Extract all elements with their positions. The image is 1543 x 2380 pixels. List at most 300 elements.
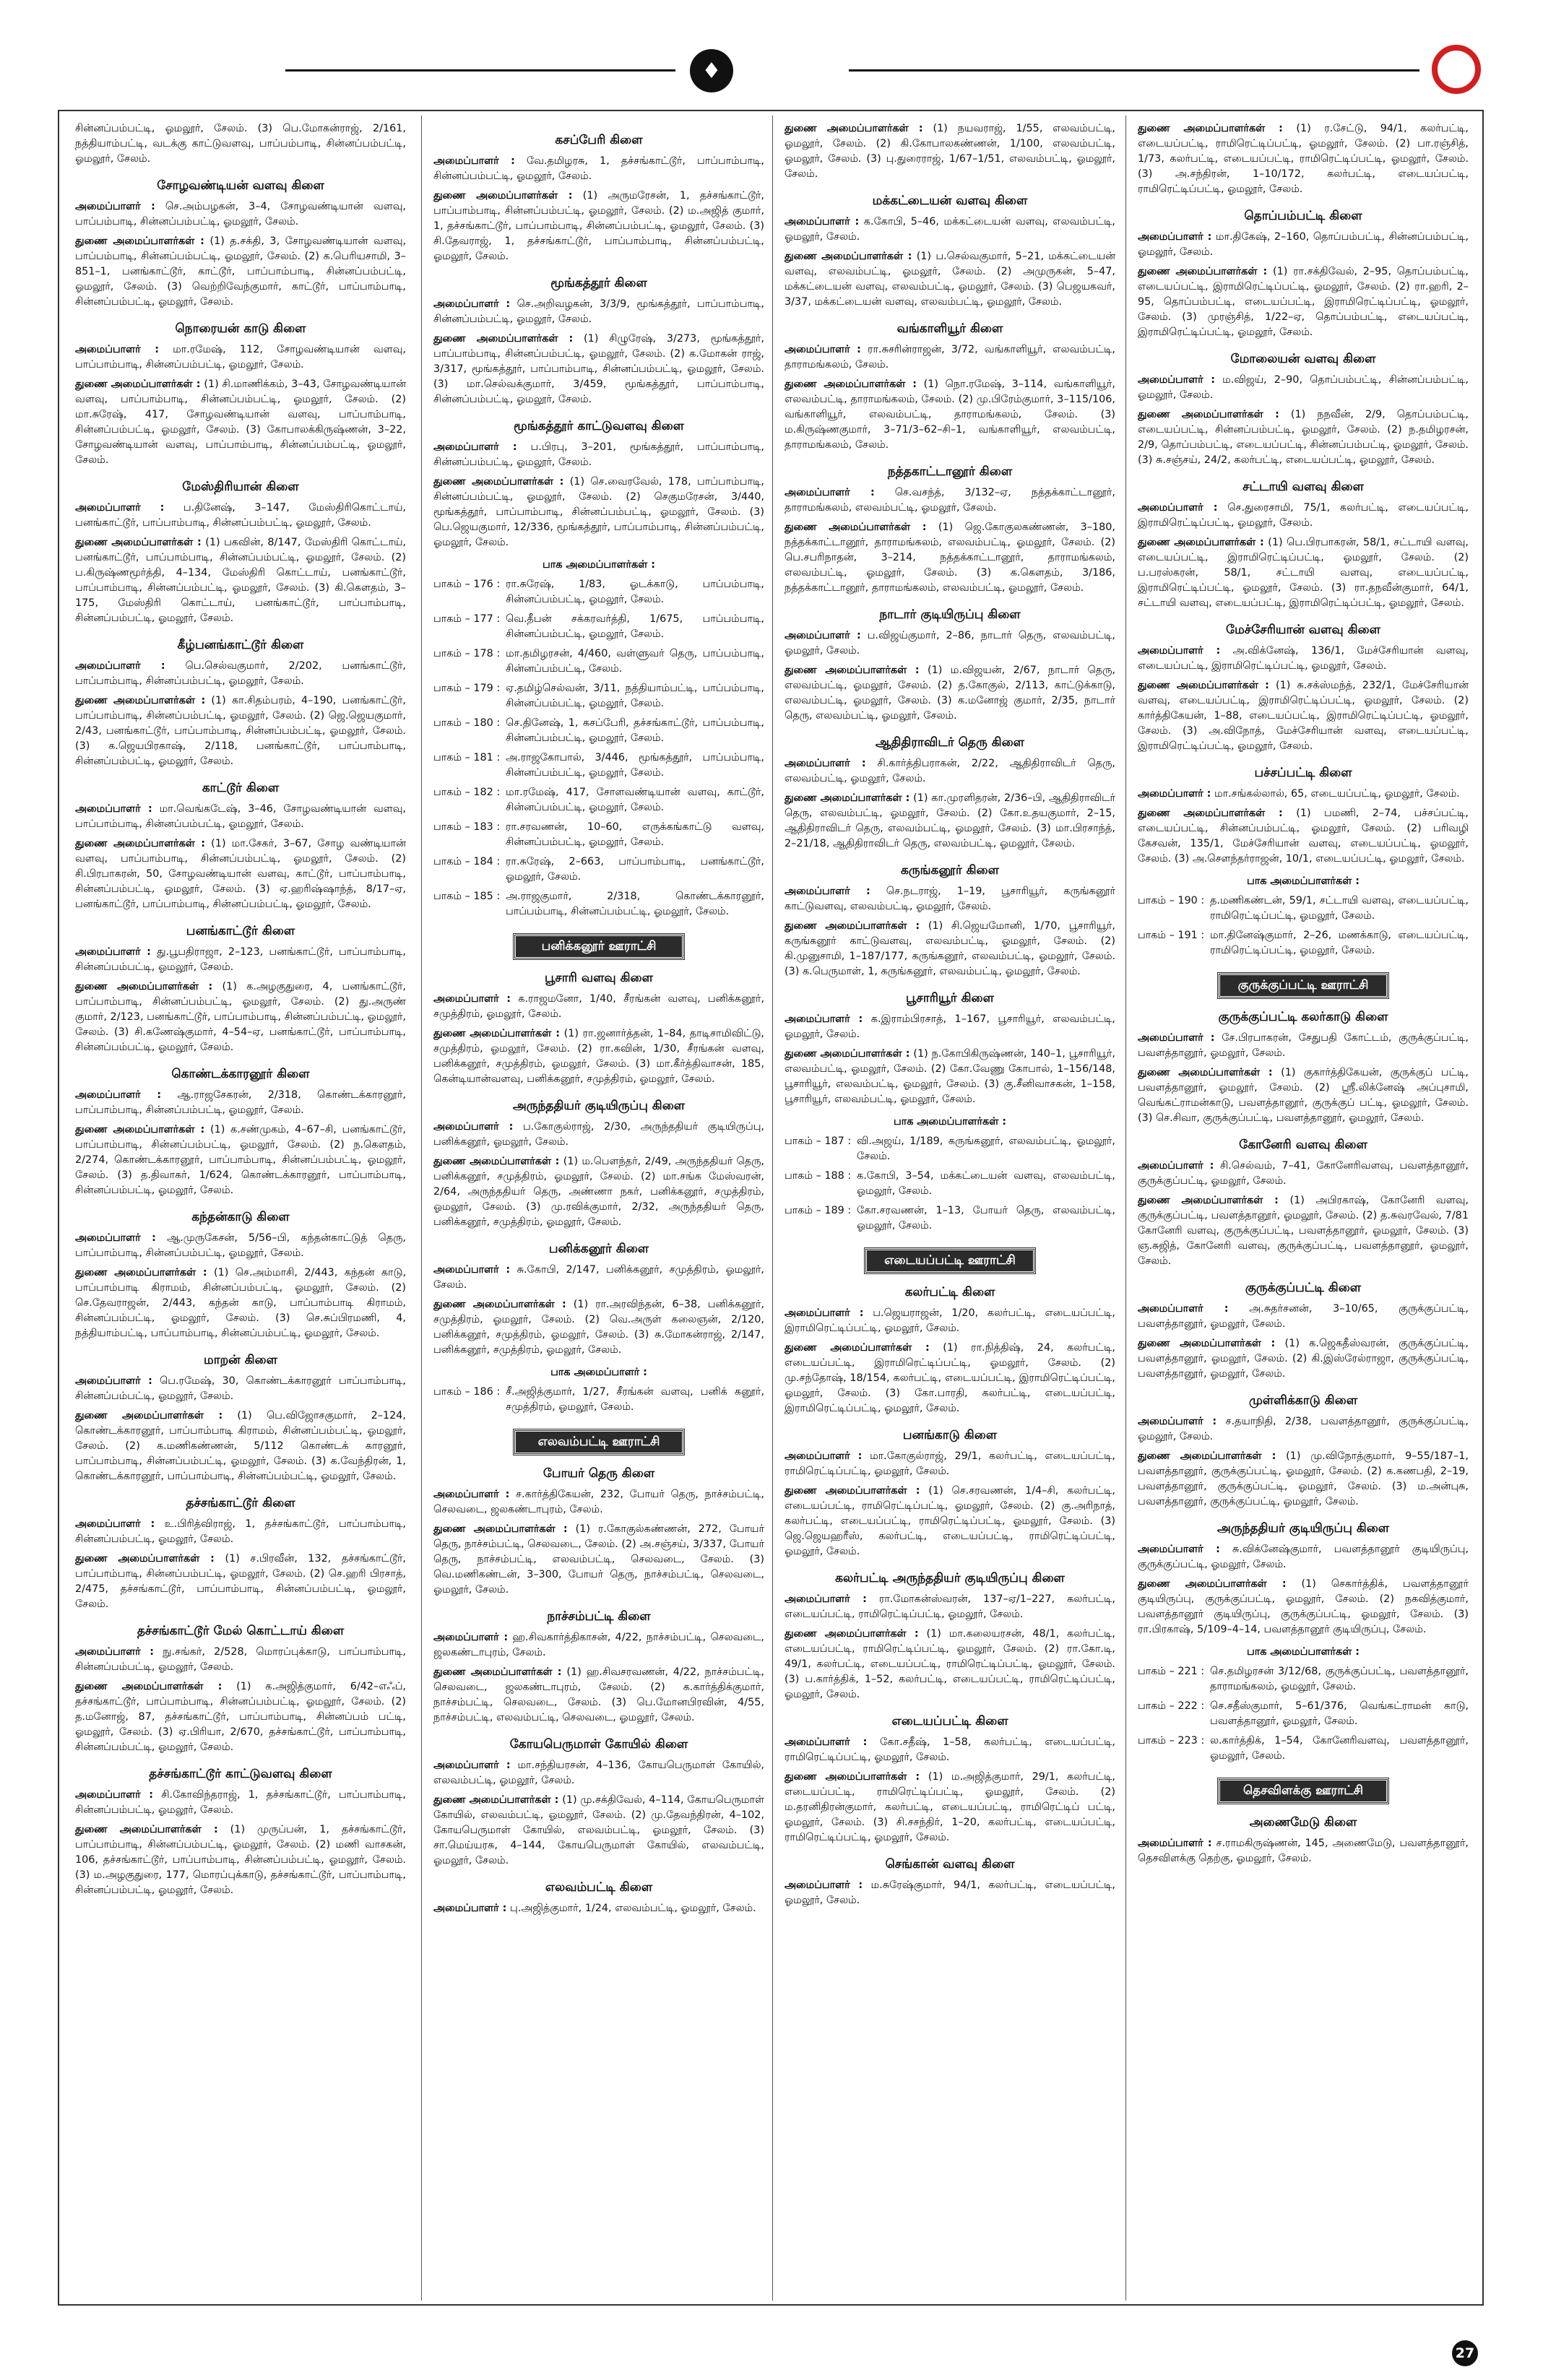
role-label: அமைப்பாளர் : [75,660,165,672]
branch-title: கீழ்பனங்காட்டூர் கிளை [177,638,304,652]
organizer-entry [1138,121,1469,197]
role-label: துணை அமைப்பாளர்கள் : [75,537,202,548]
booth-row [433,785,764,815]
organizer-text: (1) மு.சக்திவேல், 4–114, கோயபெருமாள் கோயில், எலவம்பட்டி, ஓமலூர், சேலம். (2) மு.தேவந்திரன், 4–102, கோயபெருமாள் கோயில், எலவம்பட்டி, ஓமலூர், சேலம். (3) சா.மெய்யரசு, 4–144, கோயபெருமாள் கோயில், எலவம்பட்டி, ஓமலூர், சேலம். [433,1794,764,1866]
organizer-entry [785,1592,1115,1622]
booth-number: பாகம் – 178 : [433,648,501,659]
organizer-entry [785,1484,1115,1559]
organizer-entry [1138,264,1469,340]
organizer-text: (1) பமணி, 2–74, பச்சப்பட்டி, எடையப்பட்டி, சின்னப்பம்பட்டி, ஓமலூர், சேலம். (2) பரிவழி கேசவன், 135/1, மேச்சேரியான் வளவு, எடையப்பட்டி, ஓமலூர், சேலம். (3) அ.சௌந்தர்ராஜன், 10/1, எடையப்பட்டி, ஓமலூர், சேலம். [1138,808,1469,865]
organizer-text: (1) பெ.விஜோசகுமார், 2–124, கொண்டக்காரனூர், பாப்பாம்பாடி கிராமம், சின்னப்பம்பட்டி, ஓமலூர், சேலம். (2) க.மணிகண்ணன், 5/112 கொண்டக் காரனூர், பாப்பாம்பாடி, சின்னப்பம்பட்டி, ஓமலூர், சேலம். (3) க.வேந்திரன், 1, கொண்டக்காரனூர், பாப்பாம்பாடி, சின்னப்பம்பட்டி, ஓமலூர், சேலம். [75,1410,406,1482]
role-label: துணை அமைப்பாளர்கள் : [785,920,920,932]
organizer-text: சி.கார்த்திபராகன், 2/22, ஆதிதிராவிடர் தெரு, எலவம்பட்டி, ஓமலூர், சேலம். [785,758,1115,784]
organizer-entry [1138,230,1469,260]
organizer-text: (1) குகார்த்திகேயன், குருக்குப் பட்டி, பவளத்தானூர், ஓமலூர், சேலம். (2) ஸ்ரீ.லிக்னேஷ் அப்புசாமி, வெங்கட்ராமன்காடு, பவளத்தானூர், குருக்குப் பட்டி, ஓமலூர், சேலம். (3) செ.சிவா, குருக்குப்பட்டி, பவளத்தானூர், ஓமலூர், சேலம். [1138,1067,1469,1124]
organizer-text: (1) த.சக்தி, 3, சோழவண்டியான் வளவு, பாப்பம்பாடி, சின்னப்பம்பட்டி, ஓமலூர், சேலம். (2) க.பெரியசாமி, 3–851–1, பனங்காட்டூர், காட்டூர், பாப்பாம்பாடி, சின்னப்பம்பட்டி, ஓமலூர், சேலம். (3) வெற்றிவேந்குமார், காட்டூர், பாப்பாம்பாடி, சின்னப்பம்பட்டி, ஓமலூர், சேலம். [75,235,406,308]
organizer-text: (1) ஹ.சிவசரவணன், 4/22, நாச்சம்பட்டி, செலவடை, ஜலகண்டாபுரம், சேலம். (2) க.கார்த்திக்குமார், நாச்சம்பட்டி, செலவடை, சேலம். (3) பெ.மோனபிரவின், 4/55, நாச்சம்பட்டி, எலவம்பட்டி, செலவடை, ஓமலூர், சேலம். [433,1666,764,1723]
organizer-text: (1) சிழுரேஷ், 3/273, மூங்கத்தூர், பாப்பாம்பாடி, சின்னப்பம்பட்டி, ஓமலூர், சேலம். (2) க.மோகன் ராஜ், 3/317, மூங்கத்தூர், பாப்பாம்பாடி, சின்னப்பம்பட்டி, ஓமலூர், சேலம். (3) மா.செல்வக்குமார், 3/459, மூங்கத்தூர், பாப்பாம்பாடி, சின்னப்பம்பட்டி, ஓமலூர், சேலம். [433,333,764,405]
branch-title: கசப்பேரி கிளை [555,133,643,147]
organizer-text: ஆ.முருகேசன், 5/56–பி, கந்தன்காட்டுத் தெரு, பாப்பாம்பாடி, சின்னப்பம்பட்டி, ஓமலூர், சேலம். [75,1232,406,1259]
booth-number: பாகம் – 223 : [1138,1735,1205,1747]
branch-title: அருந்ததியர் குடியிருப்பு கிளை [1216,1521,1390,1536]
organizer-entry [1138,1577,1469,1637]
organizer-entry [785,342,1115,373]
organizer-text: (1) நொ.ரமேஷ், 3–114, வங்காளியூர், எலவம்பட்டி, தாராமங்கலம், சேலம். (2) மு.பிரேம்குமார், 3–115/106, வங்காளியூர், எலவம்பட்டி, தாராமங்கலம், சேலம். (3) ம.கிருஷ்ணகுமார், 3–71/3–62–சி–1, வங்காளியூர், எலவம்பட்டி, தாராமங்கலம், சேலம். [785,378,1115,451]
organizer-entry [785,1878,1115,1908]
organizer-text: பு.அஜித்குமார், 1/24, எலவம்பட்டி, ஓமலூர், சேலம். [509,1903,756,1914]
role-label: அமைப்பாளர் : [785,344,861,355]
booth-number: பாகம் – 180 : [433,717,501,729]
role-label: துணை அமைப்பாளர்கள் : [433,1156,560,1167]
role-label: அமைப்பாளர் : [785,1593,867,1605]
role-label: துணை அமைப்பாளர்கள் : [433,333,574,345]
booth-number: பாகம் – 176 : [433,579,501,590]
organizer-text: க.இராம்பிரசாத், 1–167, பூசாரியூர், எலவம்பட்டி, ஓமலூர், சேலம். [785,1013,1115,1040]
role-label: துணை அமைப்பாளர்கள் : [1138,1338,1276,1349]
booth-row [433,612,764,642]
organizer-text: ப.தினேஷ், 3–147, மேஸ்திரிகொட்டாய், பனங்காட்டூர், பாப்பாம்பாடி, சின்னப்பம்பட்டி, ஓமலூர், சேலம். [75,502,406,529]
booth-row [785,1169,1115,1199]
branch-title: தச்சங்காட்டூர் கிளை [186,1496,295,1510]
organizer-entry [433,1154,764,1230]
role-label: அமைப்பாளர் : [1138,1544,1220,1555]
organizer-entry [785,520,1115,596]
role-label: துணை அமைப்பாளர்கள் : [433,1299,566,1310]
organizer-text: (1) க.அஜித்குமார், 6/42–எஃப், தச்சங்காட்டூர், பாப்பாம்பாடி, சின்னப்பம்பட்டி, ஓமலூர், சேலம். (2) த.மனோஜ், 87, தச்சங்காட்டூர், பாப்பாம்பாடி, சின்னப்பம் பட்டி, ஓமலூர், சேலம். (3) ஏ.பிரியா, 2/670, தச்சங்காட்டூர், பாப்பாம்பாடி, சின்னப்பம்பட்டி, ஓமலூர், சேலம். [75,1681,406,1753]
role-label: துணை அமைப்பாளர்கள் : [1138,680,1269,691]
role-label: அமைப்பாளர் : [433,993,511,1005]
role-label: துணை அமைப்பாளர்கள் : [433,190,573,202]
role-label: துணை அமைப்பாளர்கள் : [1138,537,1264,548]
organizer-text: (1) ம.விஜயன், 2/67, நாடார் தெரு, எலவம்பட்டி, ஓமலூர், சேலம். (2) த.கோகுல், 2/113, காட்டுக்காடு, எலவம்பட்டி, ஓமலூர், சேலம். (3) க.மனோஜ் குமார், 2/35, நாடார் தெரு, எலவம்பட்டி, ஓமலூர், சேலம். [785,665,1115,722]
organizer-entry [1138,1836,1469,1866]
booth-number: பாகம் – 188 : [785,1170,852,1182]
column-divider [421,116,422,2301]
role-label: அமைப்பாளர் : [785,487,875,498]
role-label: அமைப்பாளர் : [1138,231,1212,243]
column-divider [1125,116,1126,2301]
booth-organizer-text: செ.தினேஷ், 1, கசப்பேரி, தச்சங்காட்டூர், பாப்பம்பாடி, சின்னப்பம்பட்டி, ஓமலூர், சேலம். [506,717,764,744]
branch-title: கலர்பட்டி அருந்ததியர் குடியிருப்பு கிளை [835,1571,1065,1585]
role-label: அமைப்பாளர் : [785,1879,863,1891]
branch-title: கலர்பட்டி கிளை [904,1285,995,1299]
page-header [0,0,1543,108]
organizer-text: (1) ரா.நித்திஷ், 24, கலர்பட்டி, எடையப்பட்டி, இராமிரெட்டிப்பட்டி, ஓமலூர், சேலம். (2) மு.சந்தோஷ், 18/154, கலர்பட்டி, எடையப்பட்டி, இராமிரெட்டிப்பட்டி, ஓமலூர், சேலம். (3) கோ.பாரதி, கலர்பட்டி, எடையப்பட்டி, இராமிரெட்டிப்பட்டி, ஓமலூர், சேலம். [785,1342,1115,1414]
booth-row [433,820,764,850]
organizer-text: (1) ப.செல்வகுமார், 5–21, மக்கட்டையன் வளவு, எலவம்பட்டி, ஓமலூர், சேலம். (2) அமுருகன், 5–47, மக்கட்டையன் வளவு, எலவம்பட்டி, ஓமலூர், சேலம். (3) பெஜயகவர், 3/37, மக்கட்டையன் வளவு, எலவம்பட்டி, ஓமலூர், சேலம். [785,251,1115,308]
role-label: அமைப்பாளர் : [433,441,517,453]
organizer-entry [433,1793,764,1869]
booth-row [1138,1664,1469,1695]
organizer-entry [75,1231,406,1261]
organizer-entry [433,1120,764,1150]
role-label: துணை அமைப்பாளர்கள் : [1138,123,1283,134]
organizer-text: (1) சி.மாணிக்கம், 3–43, சோழவண்டியான் வளவு, பாப்பாம்பாடி, சின்னப்பம்பட்டி, ஓமலூர், சேலம். (2) மா.சுரேஷ், 417, சோழவண்டியான் வளவு, பாப்பாம்பாடி, சின்னப்பம்பட்டி, ஓமலூர், சேலம். (3) கோபாலக்கிருஷ்ணன், 3–22, சோழவண்டியான் வளவு, பாப்பாம்பாடி, சின்னப்பம்பட்டி, ஓமலூர், சேலம். [75,378,406,466]
organizer-text: மா.சங்கல்லால், 65, எடையப்பட்டி, ஓமலூர், சேலம். [1214,788,1460,800]
role-label: அமைப்பாளர் : [433,1489,510,1500]
organizer-text: (1) நநவீன், 2/9, தொப்பம்பட்டி, எடையப்பட்டி, சின்னப்பம்பட்டி, ஓமலூர், சேலம். (2) ந.தமிழரசன், 2/9, தொப்பம்பட்டி, எடையப்பட்டி, சின்னப்பம்பட்டி, ஓமலூர், சேலம். (3) சு.சஞ்சய், 24/2, கலர்பட்டி, எடையப்பட்டி, ஓமலூர், சேலம். [1138,409,1469,466]
booth-row [433,750,764,781]
role-label: அமைப்பாளர் : [1138,1838,1212,1849]
booth-row [433,681,764,711]
branch-title: வங்காளியூர் கிளை [896,321,1003,336]
booth-organizer-text: அ.ராஜகுமார், 2/318, கொண்டக்காரனூர், பாப்பம்பாடி, சின்னப்பம்பட்டி, ஓமலூர், சேலம். [506,891,764,917]
organizer-text: ப.விஜய்குமார், 2–86, நாடார் தெரு, எலவம்பட்டி, ஓமலூர், சேலம். [785,630,1115,657]
organizer-text: ப.பிரபு, 3–201, மூங்கத்தூர், பாப்பாம்பாடி, சின்னப்பம்பட்டி, ஓமலூர், சேலம். [433,441,764,468]
organizer-entry [1138,1336,1469,1382]
booth-organizers-heading: பாக அமைப்பாளர் : [550,1367,647,1378]
role-label: துணை அமைப்பாளர்கள் : [785,251,912,262]
organizer-text: (1) மா.சேகர், 3–67, சோழ வண்டியான் வளவு, பாப்பாம்பாடி, சின்னப்பம்பட்டி, ஓமலூர், சேலம். (2) சி.பிரபாகரன், 50, சோழவண்டியான் வளவு, காட்டூர், பாப்பாம்பாடி, சின்னப்பம்பட்டி, ஓமலூர், சேலம். (3) ஏ.ஹரிஷ்ஷாந்த், 8/17–ஏ, பனங்காட்டூர், பாப்பாம்பாடி, சின்னப்பம்பட்டி, ஓமலூர், சேலம். [75,838,406,910]
organizer-text: ப.ஜெயராஜன், 1/20, கலர்பட்டி, எடையப்பட்டி, இராமிரெட்டிப்பட்டி, ஓமலூர், சேலம். [785,1307,1115,1334]
organizer-entry [75,1374,406,1404]
role-label: துணை அமைப்பாளர்கள் : [75,1553,215,1565]
branch-title: மேச்சேரியான் வளவு கிளை [1226,623,1380,637]
role-label: துணை அமைப்பாளர்கள் : [785,1048,910,1060]
booth-number: பாகம் – 191 : [1138,930,1205,941]
organizer-entry [75,501,406,531]
role-label: துணை அமைப்பாளர்கள் : [785,123,923,134]
organizer-text: செ.அம்பழகன், 3–4, சோழவண்டியான் வளவு, பாப்பம்பாடி, சின்னப்பம்பட்டி, ஓமலூர், சேலம். [75,201,406,228]
organizer-text: (1) மு.விநோத்குமார், 9–55/187–1, பவளத்தானூர், குருக்குப்பட்டி, ஓமலூர், சேலம். (2) க.கணபதி, 2–19, பவளத்தானூர், குருக்குப்பட்டி, ஓமலூர், சேலம். (3) ம.அன்புசு, பவளத்தானூர், குருக்குப்பட்டி, ஓமலூர், சேலம். [1138,1450,1469,1507]
organizer-entry [75,1552,406,1612]
organizer-entry [433,1522,764,1598]
organizer-entry [785,1627,1115,1702]
branch-title: கந்தன்காடு கிளை [191,1210,290,1224]
role-label: அமைப்பாளர் : [75,946,151,958]
organizer-text: அ.சுதர்சனன், 3–10/65, குருக்குப்பட்டி, பவளத்தானூர், ஓமலூர், சேலம். [1138,1303,1469,1330]
organizer-entry [75,1788,406,1818]
panchayat-banner: எடையப்பட்டி ஊராட்சி [865,1248,1035,1273]
branch-title: தச்சங்காட்டூர் மேல் கொட்டாய் கிளை [137,1624,345,1638]
branch-title: அருந்ததியர் குடியிருப்பு கிளை [512,1099,686,1113]
branch-title: நாச்சம்பட்டி கிளை [547,1609,651,1624]
branch-title: சட்டாயி வளவு கிளை [1242,480,1364,494]
role-label: துணை அமைப்பாளர்கள் : [1138,266,1268,277]
organizer-text: (1) ம.பௌந்தர், 2/49, அருந்ததியர் தெரு, பனிக்கனூர், சமுத்திரம், ஓமலூர், சேலம். (2) மா.சங்க மேஸ்வரன், 2/64, அருந்ததியர் தெரு, அண்ணா நகர், பனிக்கனூர், சமுத்திரம், ஓமலூர், சேலம். (3) மு.ரவிக்குமார், 2/32, அருந்ததியர் தெரு, பனிக்கனூர், சமுத்திரம், ஓமலூர், சேலம். [433,1156,764,1228]
organizer-entry [75,535,406,626]
role-label: அமைப்பாளர் : [75,1518,155,1530]
organizer-entry [433,1297,764,1358]
organizer-text: அ.விக்னேஷ், 136/1, மேச்சேரியான் வளவு, எடையப்பட்டி, இராமிரெட்டிப்பட்டி, ஓமலூர், சேலம். [1138,645,1469,672]
role-label: அமைப்பாளர் : [1138,1303,1229,1315]
organizer-entry [75,1265,406,1341]
organizer-entry [785,485,1115,516]
organizer-entry [785,215,1115,245]
organizer-text: மா.சந்தியரசன், 4–136, கோயபெருமாள் கோயில், எலவம்பட்டி, ஓமலூர், சேலம். [433,1760,764,1786]
role-label: அமைப்பாளர் : [433,1121,514,1133]
organizer-text: ஹ.சிவகார்த்திகாசன், 4/22, நாச்சம்பட்டி, செலவடை, ஜலகண்டாபுரம், சேலம். [433,1632,764,1658]
organizer-text: செ.அறிவழகன், 3/3/9, மூங்கத்தூர், பாப்பாம்பாடி, சின்னப்பம்பட்டி, ஓமலூர், சேலம். [433,298,764,325]
branch-title: நாடார் குடியிருப்பு கிளை [879,607,1021,622]
role-label: அமைப்பாளர் : [1138,645,1221,657]
booth-organizer-text: ல.கார்த்திக், 1–54, கோனேரிவளவு, பவளத்தானூர், ஓமலூர், சேலம். [1210,1735,1469,1762]
role-label: துணை அமைப்பாளர்கள் : [1138,1067,1273,1078]
booth-organizer-text: ரா.சுரேஷ், 1/83, ஓடக்காடு, பாப்பம்பாடி, சின்னப்பம்பட்டி, ஓமலூர், சேலம். [506,579,764,605]
organizer-text: ம.சுரேஷ்குமார், 94/1, கலர்பட்டி, எடையப்பட்டி, ஓமலூர், சேலம். [785,1879,1115,1906]
booth-number: பாகம் – 182 : [433,787,501,798]
organizer-text: உ.பிரித்விராஜ், 1, தச்சங்காட்டூர், பாப்பாம்பாடி, சின்னப்பம்பட்டி, ஓமலூர், சேலம். [75,1518,406,1545]
booth-organizer-text: ஏ.தமிழ்செல்வன், 3/11, நத்தியாம்பட்டி, பாப்பம்பாடி, சின்னப்பம்பட்டி, ஓமலூர், சேலம். [506,683,764,709]
organizer-text: (1) க.சண்முகம், 4–67–சி, பனங்காட்டூர், பாப்பாம்பாடி, சின்னப்பம்பட்டி, ஓமலூர், சேலம். (2) ந.கௌதம், 2/274, கொண்டக்காரனூர், பாப்பாம்பாடி, சின்னப்பம்பட்டி, ஓமலூர், சேலம். (3) த.திவாகர், 1/624, கொண்டக்காரனூர், பாப்பாம்பாடி, சின்னப்பம்பட்டி, ஓமலூர், சேலம். [75,1124,406,1196]
organizer-text: ச.ராமகிருஷ்ணன், 145, அணைமேடு, பவளத்தானூர், தெசவிளக்கு தெற்கு, ஓமலூர், சேலம். [1138,1838,1469,1864]
organizer-entry [1138,787,1469,802]
branch-title: பூசாரியூர் கிளை [906,991,994,1005]
role-label: துணை அமைப்பாளர்கள் : [433,476,564,488]
booth-number: பாகம் – 187 : [785,1135,852,1147]
booth-row [1138,1734,1469,1764]
organizer-text: (1) கா.சிதம்பரம், 4–190, பனங்காட்டூர், பாப்பாம்பாடி, சின்னப்பம்பட்டி, ஓமலூர், சேலம். (2) ஜெ.ஜெயகுமார், 2/43, பனங்காட்டூர், பாப்பாம்பாடி, சின்னப்பம்பட்டி, ஓமலூர், சேலம். (3) க.ஜெயபிரகாஷ், 2/118, பனங்காட்டூர், பாப்பாம்பாடி, சின்னப்பம்பட்டி, ஓமலூர், சேலம். [75,695,406,767]
branch-title: போயர் தெரு கிளை [543,1466,655,1481]
role-label: துணை அமைப்பாளர்கள் : [75,1267,207,1278]
organizer-text: (1) ரா.ஜனார்த்தன், 1–84, தாடிசாமிவிட்டு, சமுத்திரம், ஓமலூர், சேலம். (2) ரா.கவின், 1/30, சீரங்கன் வளவு, பனிக்கனூர், சமுத்திரம், ஓமலூர், சேலம். (3) மா.கீர்த்திவாசன், 185, கென்டியான்வளவு, பனிக்கனூர், சமுத்திரம், ஓமலூர், சேலம். [433,1028,764,1085]
role-label: துணை அமைப்பாளர்கள் : [1138,409,1279,420]
branch-title: மோலையன் வளவு கிளை [1230,352,1376,366]
role-label: அமைப்பாளர் : [785,758,866,769]
role-label: அமைப்பாளர் : [75,1646,154,1658]
organizer-text: மா.ரமேஷ், 112, சோழவண்டியான் வளவு, பாப்பாம்பாடி, சின்னப்பம்பட்டி, ஓமலூர், சேலம். [75,344,406,371]
role-label: அமைப்பாளர் : [1138,1032,1215,1044]
organizer-text: கோ.சதீஷ், 1–58, கலர்பட்டி, எடையப்பட்டி, ராமிரெட்டிப்பட்டி, ஓமலூர், சேலம். [785,1736,1115,1763]
branch-title: ஆதிதிராவிடர் தெரு கிளை [875,735,1025,750]
branch-title: பனிக்கனூர் கிளை [548,1242,649,1256]
organizer-text: செ.வசந்த், 3/132–ஏ, நத்தக்காட்டானூர், தாராமங்கலம், எலவம்பட்டி, ஓமலூர், சேலம். [785,487,1115,514]
role-label: துணை அமைப்பாளர்கள் : [433,1666,562,1678]
organizer-text: சு.விக்னேஷ்குமார், பவளத்தானூர் குடியிருப்பு, குருக்குப்பட்டி, ஓமலூர், சேலம். [1138,1544,1469,1570]
branch-title: கொண்டக்காரனூர் கிளை [171,1067,310,1081]
organizer-text: நு.சங்கர், 2/528, மொரப்புக்காடு, பாப்பாம்பாடி, சின்னப்பம்பட்டி, ஓமலூர், சேலம். [75,1646,406,1673]
role-label: அமைப்பாளர் : [75,803,152,815]
branch-title: மக்கட்டையன் வளவு கிளை [872,194,1028,208]
branch-title: குருக்குப்பட்டி கிளை [1245,1281,1362,1295]
branch-title: காட்டூர் கிளை [202,781,280,795]
column-2 [433,121,764,2295]
organizer-text: ம.விஜய், 2–90, தொப்பம்பட்டி, சின்னப்பம்பட்டி, ஓமலூர், சேலம். [1138,374,1469,401]
organizer-entry [1138,373,1469,403]
role-label: அமைப்பாளர் : [785,1450,863,1462]
organizer-text: (1) பெ.பிரபாகரன், 58/1, சட்டாயி வளவு, எடையப்பட்டி, இராமிரெட்டிப்பட்டி, ஓமலூர், சேலம். (2) ப.பரஸ்கரன், 58/1, சட்டாயி வளவு, எடையப்பட்டி, இராமிரெட்டிப்பட்டி, ஓமலூர், சேலம். (3) ரா.தநவீன்குமார், 64/1, சட்டாயி வளவு, எடையப்பட்டி, இராமிரெட்டிப்பட்டி, ஓமலூர், சேலம். [1138,537,1469,609]
role-label: அமைப்பாளர் : [1138,374,1215,386]
organizer-text: வே.தமிழரசு, 1, தச்சங்காட்டூர், பாப்பாம்பாடி, சின்னப்பம்பட்டி, ஓமலூர், சேலம். [433,155,764,182]
organizer-text: க.ராஜமனோ, 1/40, சீரங்கன் வளவு, பனிக்கனூர், சமுத்திரம், ஓமலூர், சேலம். [433,993,764,1020]
organizer-text: (1) செகார்த்திக், பவளத்தானூர் குடியிருப்பு, குருக்குப்பட்டி, ஓமலூர், சேலம். (2) நகவித்குமார், பவளத்தானூர் குடியிருப்பு, குருக்குப்பட்டி, ஓமலூர், சேலம். (3) ரா.பிரகாஷ், 5/109–4–14, பவளத்தானூர் குடியிருப்பு, சேலம். [1138,1578,1469,1635]
branch-title: கருங்கனூர் கிளை [901,863,999,878]
header-rule-right [849,69,1419,72]
role-label: அமைப்பாளர் : [433,155,515,167]
organizer-entry [75,1822,406,1898]
header-rule-left [285,69,675,72]
organizer-text: சே.பிரபாகரன், சேதுபதி கோட்டம், குருக்குப்பட்டி, பவளத்தானூர், ஓமலூர், சேலம். [1138,1032,1469,1059]
organizer-entry [433,475,764,550]
booth-organizer-text: மா.ரமேஷ், 417, சோளவண்டியான் வளவு, காட்டூர், சின்னப்பம்பட்டி, ஓமலூர், சேலம். [506,787,764,813]
organizer-entry [75,693,406,769]
organizer-entry [785,121,1115,182]
role-label: அமைப்பாளர் : [75,1089,162,1101]
role-label: அமைப்பாளர் : [433,298,511,310]
booth-row [1138,893,1469,924]
organizer-entry [1138,1065,1469,1126]
organizer-entry [75,802,406,832]
branch-title: தச்சங்காட்டூர் காட்டுவளவு கிளை [149,1767,332,1781]
organizer-entry [785,1341,1115,1416]
role-label: அமைப்பாளர் : [75,502,165,514]
role-label: அமைப்பாளர் : [75,1375,152,1387]
role-label: அமைப்பாளர் : [785,630,861,641]
organizer-entry [433,1263,764,1293]
organizer-entry [785,884,1115,914]
organizer-entry [785,756,1115,787]
organizer-text: மா.திகேஷ், 2–160, தொப்பம்பட்டி, சின்னப்பம்பட்டி, ஓமலூர், சேலம். [1138,231,1469,258]
column-divider [772,116,773,2301]
booth-row [785,1134,1115,1164]
organizer-text: செ.துரைசாமி, 75/1, கலர்பட்டி, எடையப்பட்டி, இராமிரெட்டிப்பட்டி, ஓமலூர், சேலம். [1138,502,1469,529]
organizer-entry [75,1122,406,1198]
organizer-entry [75,199,406,230]
role-label: அமைப்பாளர் : [785,1307,864,1319]
booth-number: பாகம் – 177 : [433,613,501,625]
organizer-entry [1138,644,1469,674]
role-label: துணை அமைப்பாளர்கள் : [785,1342,930,1354]
role-label: துணை அமைப்பாளர்கள் : [75,1681,222,1692]
organizer-text: ச.தயாநிதி, 2/38, பவளத்தானூர், குருக்குப்பட்டி, ஓமலூர், சேலம். [1138,1416,1469,1442]
organizer-text: ரா.மோகன்ஸ்வரன், 137–ஏ/1–227, கலர்பட்டி, எடையப்பட்டி, ராமிரெட்டிப்பட்டி, ஓமலூர், சேலம். [785,1593,1115,1620]
paragraph-text: சின்னப்பம்பட்டி, ஓமலூர், சேலம். (3) பெ.மோகன்ராஜ், 2/161, நத்தியாம்பட்டி, வடக்கு காட்டுவளவு, பாப்பம்பாடி, சின்னப்பம்பட்டி, ஓமலூர், சேலம். [75,123,406,165]
column-3 [785,121,1115,2295]
branch-title: எடையப்பட்டி கிளை [891,1714,1008,1728]
organizer-entry [433,154,764,184]
booth-row [433,577,764,607]
organizer-entry [433,992,764,1022]
booth-row [433,1385,764,1415]
column-1 [75,121,406,2295]
organizer-entry [785,1770,1115,1845]
organizer-entry [75,342,406,373]
organizer-entry [433,1630,764,1661]
organizer-text: மா.கோகுல்ராஜ், 29/1, கலர்பட்டி, எடையப்பட்டி, ராமிரெட்டிப்பட்டி, ஓமலூர், சேலம். [785,1450,1115,1477]
booth-organizer-text: ரா.சுரேஷ், 2–663, பாப்பாம்பாடி, பனங்காட்டூர், ஓமலூர், சேலம். [506,856,764,883]
organizer-entry [433,1758,764,1788]
organizer-entry [433,189,764,264]
organizer-entry [1138,1031,1469,1061]
role-label: துணை அமைப்பாளர்கள் : [785,1628,919,1640]
organizer-text: து.பூபதிராஜா, 2–123, பனங்காட்டூர், பாப்பாம்பாடி, சின்னப்பம்பட்டி, ஓமலூர், சேலம். [75,946,406,973]
organizer-text: மா.வெங்கடேஷ், 3–46, சோழவண்டியான் வளவு, பாப்பாம்பாடி, சின்னப்பம்பட்டி, ஓமலூர், சேலம். [75,803,406,830]
page-number-badge: 27 [1452,2340,1478,2366]
branch-title: கோனேரி வளவு கிளை [1239,1138,1367,1152]
organizer-text: செ.நடராஜ், 1–19, பூசாரியூர், கருங்கனூர் காட்டுவளவு, எலவம்பட்டி, ஓமலூர், சேலம். [785,886,1115,912]
branch-title: செங்கான் வளவு கிளை [885,1857,1015,1871]
organizer-text: (1) செ.அம்மாசி, 2/443, கந்தன் காடு, பாப்பாம்பாடி கிராமம், சின்னப்பம்பட்டி, ஓமலூர், சேலம். (2) செ.தேவராஜன், 2/443, கந்தன் காடு, பாப்பாம்பாடி கிராமம், சின்னப்பம்பட்டி, ஓமலூர், சேலம். (3) செ.சுப்பிரமணி, 4, நத்தியாம்பட்டி, பாப்பாம்பாடி, சின்னப்பம்பட்டி, ஓமலூர், சேலம். [75,1267,406,1339]
organizer-entry [1138,1159,1469,1189]
organizer-entry [75,1645,406,1675]
organizer-text: (1) ம.அஜித்குமார், 29/1, கலர்பட்டி, எடையப்பட்டி, ராமிரெட்டிப்பட்டி, ஓமலூர், சேலம். (2) ம.தரனிதிரன்குமார், கலர்பட்டி, எடையப்பட்டி, ராமிரெட்டிப் பட்டி, ஓமலூர், சேலம். (3) சி.சசந்திர், 1–20, கலர்பட்டி, எடையப்பட்டி, ராமிரெட்டிப்பட்டி, ஓமலூர், சேலம். [785,1771,1115,1843]
booth-row [433,889,764,919]
organizer-entry [433,1665,764,1726]
organizer-text: (1) க.அழகுதுரை, 4, பனங்காட்டூர், பாப்பாம்பாடி, சின்னப்பம்பட்டி, ஓமலூர், சேலம். (2) து.அருண் குமார், 2/123, பனங்காட்டூர், பாப்பாம்பாடி, சின்னப்பம்பட்டி, ஓமலூர், சேலம். (3) சி.கணேஷ்குமார், 4–54–ஏ, பனங்காட்டூர், பாப்பாம்பாடி, சின்னப்பம்பட்டி, ஓமலூர், சேலம். [75,981,406,1053]
booth-organizer-text: வி.அஜய், 1/189, கருங்கனூர், எலவம்பட்டி, ஓமலூர், சேலம். [857,1135,1115,1162]
organizer-entry [785,919,1115,979]
booth-row [1138,1699,1469,1729]
role-label: துணை அமைப்பாளர்கள் : [785,378,917,390]
organizer-text: ப.கோகுல்ராஜ், 2/30, அருந்ததியர் குடியிருப்பு, பனிக்கனூர், ஓமலூர், சேலம். [433,1121,764,1148]
role-label: அமைப்பாளர் : [75,1232,156,1244]
organizer-entry [785,1735,1115,1765]
role-label: துணை அமைப்பாளர்கள் : [75,981,213,992]
role-label: அமைப்பாளர் : [785,1013,863,1025]
organizer-text: சி.கோவிந்தராஜ், 1, தச்சங்காட்டூர், பாப்பாம்பாடி, சின்னப்பம்பட்டி, ஓமலூர், சேலம். [75,1789,406,1816]
role-label: துணை அமைப்பாளர்கள் : [1138,1578,1287,1590]
branch-title: எலவம்பட்டி கிளை [545,1880,653,1895]
booth-number: பாகம் – 181 : [433,752,501,763]
booth-number: பாகம் – 186 : [433,1386,501,1398]
organizer-text: (1) ர.கோகுல்கண்ணன், 272, போயர் தெரு, நாச்சம்பட்டி, செலவடை, சேலம். (2) அ.சஞ்சய், 3/337, போயர் தெரு, நாச்சம்பட்டி, எலவம்பட்டி, செலவடை, சேலம். (3) வெ.மணிகண்டன், 3–300, போயர் தெரு, நாச்சம்பட்டி, செலவடை, ஓமலூர், சேலம். [433,1523,764,1596]
booth-organizers-heading: பாக அமைப்பாளர்கள் : [1246,875,1360,887]
booth-number: பாகம் – 190 : [1138,895,1205,906]
elephant-emblem-icon: ♦ [690,49,733,92]
booth-organizers-heading: பாக அமைப்பாளர்கள் : [1246,1646,1360,1658]
booth-organizers-heading: பாக அமைப்பாளர்கள் : [893,1116,1007,1128]
role-label: அமைப்பாளர் : [433,1632,509,1643]
branch-title: சோழவண்டியன் வளவு கிளை [157,178,324,193]
booth-number: பாகம் – 179 : [433,683,501,694]
organizer-entry [1138,1542,1469,1572]
organizer-entry [785,1306,1115,1336]
role-label: துணை அமைப்பாளர்கள் : [1138,1195,1279,1206]
organizer-entry [433,1026,764,1087]
role-label: துணை அமைப்பாளர்கள் : [1138,808,1283,819]
organizer-entry [433,297,764,327]
organizer-text: (1) க.ஜெகதீஸ்வரன், குருக்குப்பட்டி, பவளத்தானூர், ஓமலூர், சேலம். (2) கி.இஸ்ரேல்ராஜா, குருக்குப்பட்டி, பவளத்தானூர், ஓமலூர், சேலம். [1138,1338,1469,1380]
role-label: துணை அமைப்பாளர்கள் : [75,1410,223,1421]
organizer-entry [75,1517,406,1547]
organizer-entry [1138,1302,1469,1332]
branch-title: பனங்காடு கிளை [902,1428,998,1442]
branch-title: நத்தகாட்டானூர் கிளை [887,464,1013,479]
booth-organizer-text: ரா.சரவணன், 10–60, எருக்கங்காட்டு வளவு, சின்னப்பம்பட்டி, ஓமலூர், சேலம். [506,821,764,848]
organizer-text: (1) மா.கலையரசன், 48/1, கலர்பட்டி, எடையப்பட்டி, ராமிரெட்டிப்பட்டி, ஓமலூர், சேலம். (2) ரா.கோ.டி, 49/1, கலர்பட்டி, எடையப்பட்டி, ராமிரெட்டிப்பட்டி, ஓமலூர், சேலம். (3) ப.கார்த்திக், 1–52, கலர்பட்டி, எடையப்பட்டி, ராமிரெட்டிப்பட்டி, ஓமலூர், சேலம். [785,1628,1115,1700]
organizer-text: (1) அருமரேசன், 1, தச்சங்காட்டூர், பாப்பாம்பாடி, சின்னப்பம்பட்டி, ஓமலூர், சேலம். (2) ம.அஜித் குமார், 1, தச்சங்காட்டூர், பாப்பாம்பாடி, சின்னப்பம்பட்டி, ஓமலூர், சேலம். (3) சி.தேவராஜ், 1, தச்சங்காட்டூர், பாப்பாம்பாடி, சின்னப்பம்பட்டி, ஓமலூர், சேலம். [433,190,764,262]
booth-organizer-text: செ.சதீஸ்குமார், 5–61/376, வெங்கட்ராமன் காடு, பவளத்தானூர், ஓமலூர், சேலம். [1210,1700,1469,1727]
booth-organizer-text: த.மணிகண்டன், 59/1, சட்டாயி வளவு, எடையப்பட்டி, ராமிரெட்டிப்பட்டி, ஓமலூர், சேலம். [1210,895,1469,922]
role-label: துணை அமைப்பாளர்கள் : [75,1124,205,1135]
role-label: அமைப்பாளர் : [75,201,155,212]
organizer-entry [1138,1449,1469,1510]
organizer-text: (1) கா.முரளிதரன், 2/36–பி, ஆதிதிராவிடர் தெரு, எலவம்பட்டி, ஓமலூர், சேலம். (2) கோ.உதயகுமார், 2–15, ஆதிதிராவிடர் தெரு, எலவம்பட்டி, ஓமலூர், சேலம். (3) மா.பிரசாந்த், 2–21/18, ஆதிதிராவிடர் தெரு, எலவம்பட்டி, ஓமலூர், சேலம். [785,792,1115,849]
booth-row [1138,928,1469,959]
branch-title: பச்சப்பட்டி கிளை [1254,766,1352,780]
organizer-text: (1) ச.பிரவீன், 132, தச்சங்காட்டூர், பாப்பாம்பாடி, சின்னப்பம்பட்டி, ஓமலூர், சேலம். (2) செ.ஹரி பிரசாத், 2/475, தச்சங்காட்டூர், பாப்பாம்பாடி, சின்னப்பம்பட்டி, ஓமலூர், சேலம். [75,1553,406,1610]
organizer-text: (1) செ.சரவணன், 1/4–சி, கலர்பட்டி, எடையப்பட்டி, ராமிரெட்டிப்பட்டி, ஓமலூர், சேலம். (2) கு.அரிநாத், கலர்பட்டி, எடையப்பட்டி, ராமிரெட்டிப்பட்டி, ஓமலூர், சேலம். (3) ஜெ.ஜெயஹரீஸ், கலர்பட்டி, எடையப்பட்டி, ராமிரெட்டிப்பட்டி, ஓமலூர், சேலம். [785,1485,1115,1557]
role-label: அமைப்பாளர் : [1138,1160,1214,1172]
organizer-entry [75,1088,406,1118]
role-label: அமைப்பாளர் : [433,1903,507,1914]
booth-row [433,716,764,746]
organizer-text: சி.செல்வம், 7–41, கோனேரிவளவு, பவளத்தானூர், குருக்குப்பட்டி, ஓமலூர், சேலம். [1138,1160,1469,1187]
booth-organizer-text: செ.தமிழரசன் 3/12/68, குருக்குப்பட்டி, பவளத்தானூர், தாராமங்கலம், ஓமலூர், சேலம். [1210,1666,1469,1692]
panchayat-banner: குருக்குப்பட்டி ஊராட்சி [1218,973,1388,998]
booth-organizer-text: மா.தமிழரசன், 4/460, வள்ளுவர் தெரு, பாப்பம்பாடி, சின்னப்பம்பட்டி, சேலம். [506,648,764,675]
branch-title: மூங்கத்தூர் காட்டுவளவு கிளை [514,419,684,433]
organizer-entry [785,628,1115,659]
organizer-entry [75,377,406,468]
panchayat-banner: தெசவிளக்கு ஊராட்சி [1218,1778,1388,1804]
booth-organizers-heading: பாக அமைப்பாளர்கள் : [542,559,656,571]
role-label: துணை அமைப்பாளர்கள் : [785,522,927,533]
role-label: துணை அமைப்பாளர்கள் : [433,1028,561,1039]
organizer-entry [75,1679,406,1755]
organizer-text: (1) ர.சேட்டு, 94/1, கலர்பட்டி, எடையப்பட்டி, ராமிரெட்டிப்பட்டி, ஓமலூர், சேலம். (2) பா.ரஞ்சித், 1/73, கலர்பட்டி, எடையப்பட்டி, ராமிரெட்டிப்பட்டி, ஓமலூர், சேலம். (3) அ.சந்திரன், 1–10/172, கலர்பட்டி, எடையப்பட்டி, ராமிரெட்டிப்பட்டி, ஓமலூர், சேலம். [1138,123,1469,195]
organizer-text: ச.கார்த்திகேயன், 232, போயர் தெரு, நாச்சம்பட்டி, செலவடை, ஜலகண்டாபுரம், சேலம். [433,1489,764,1515]
